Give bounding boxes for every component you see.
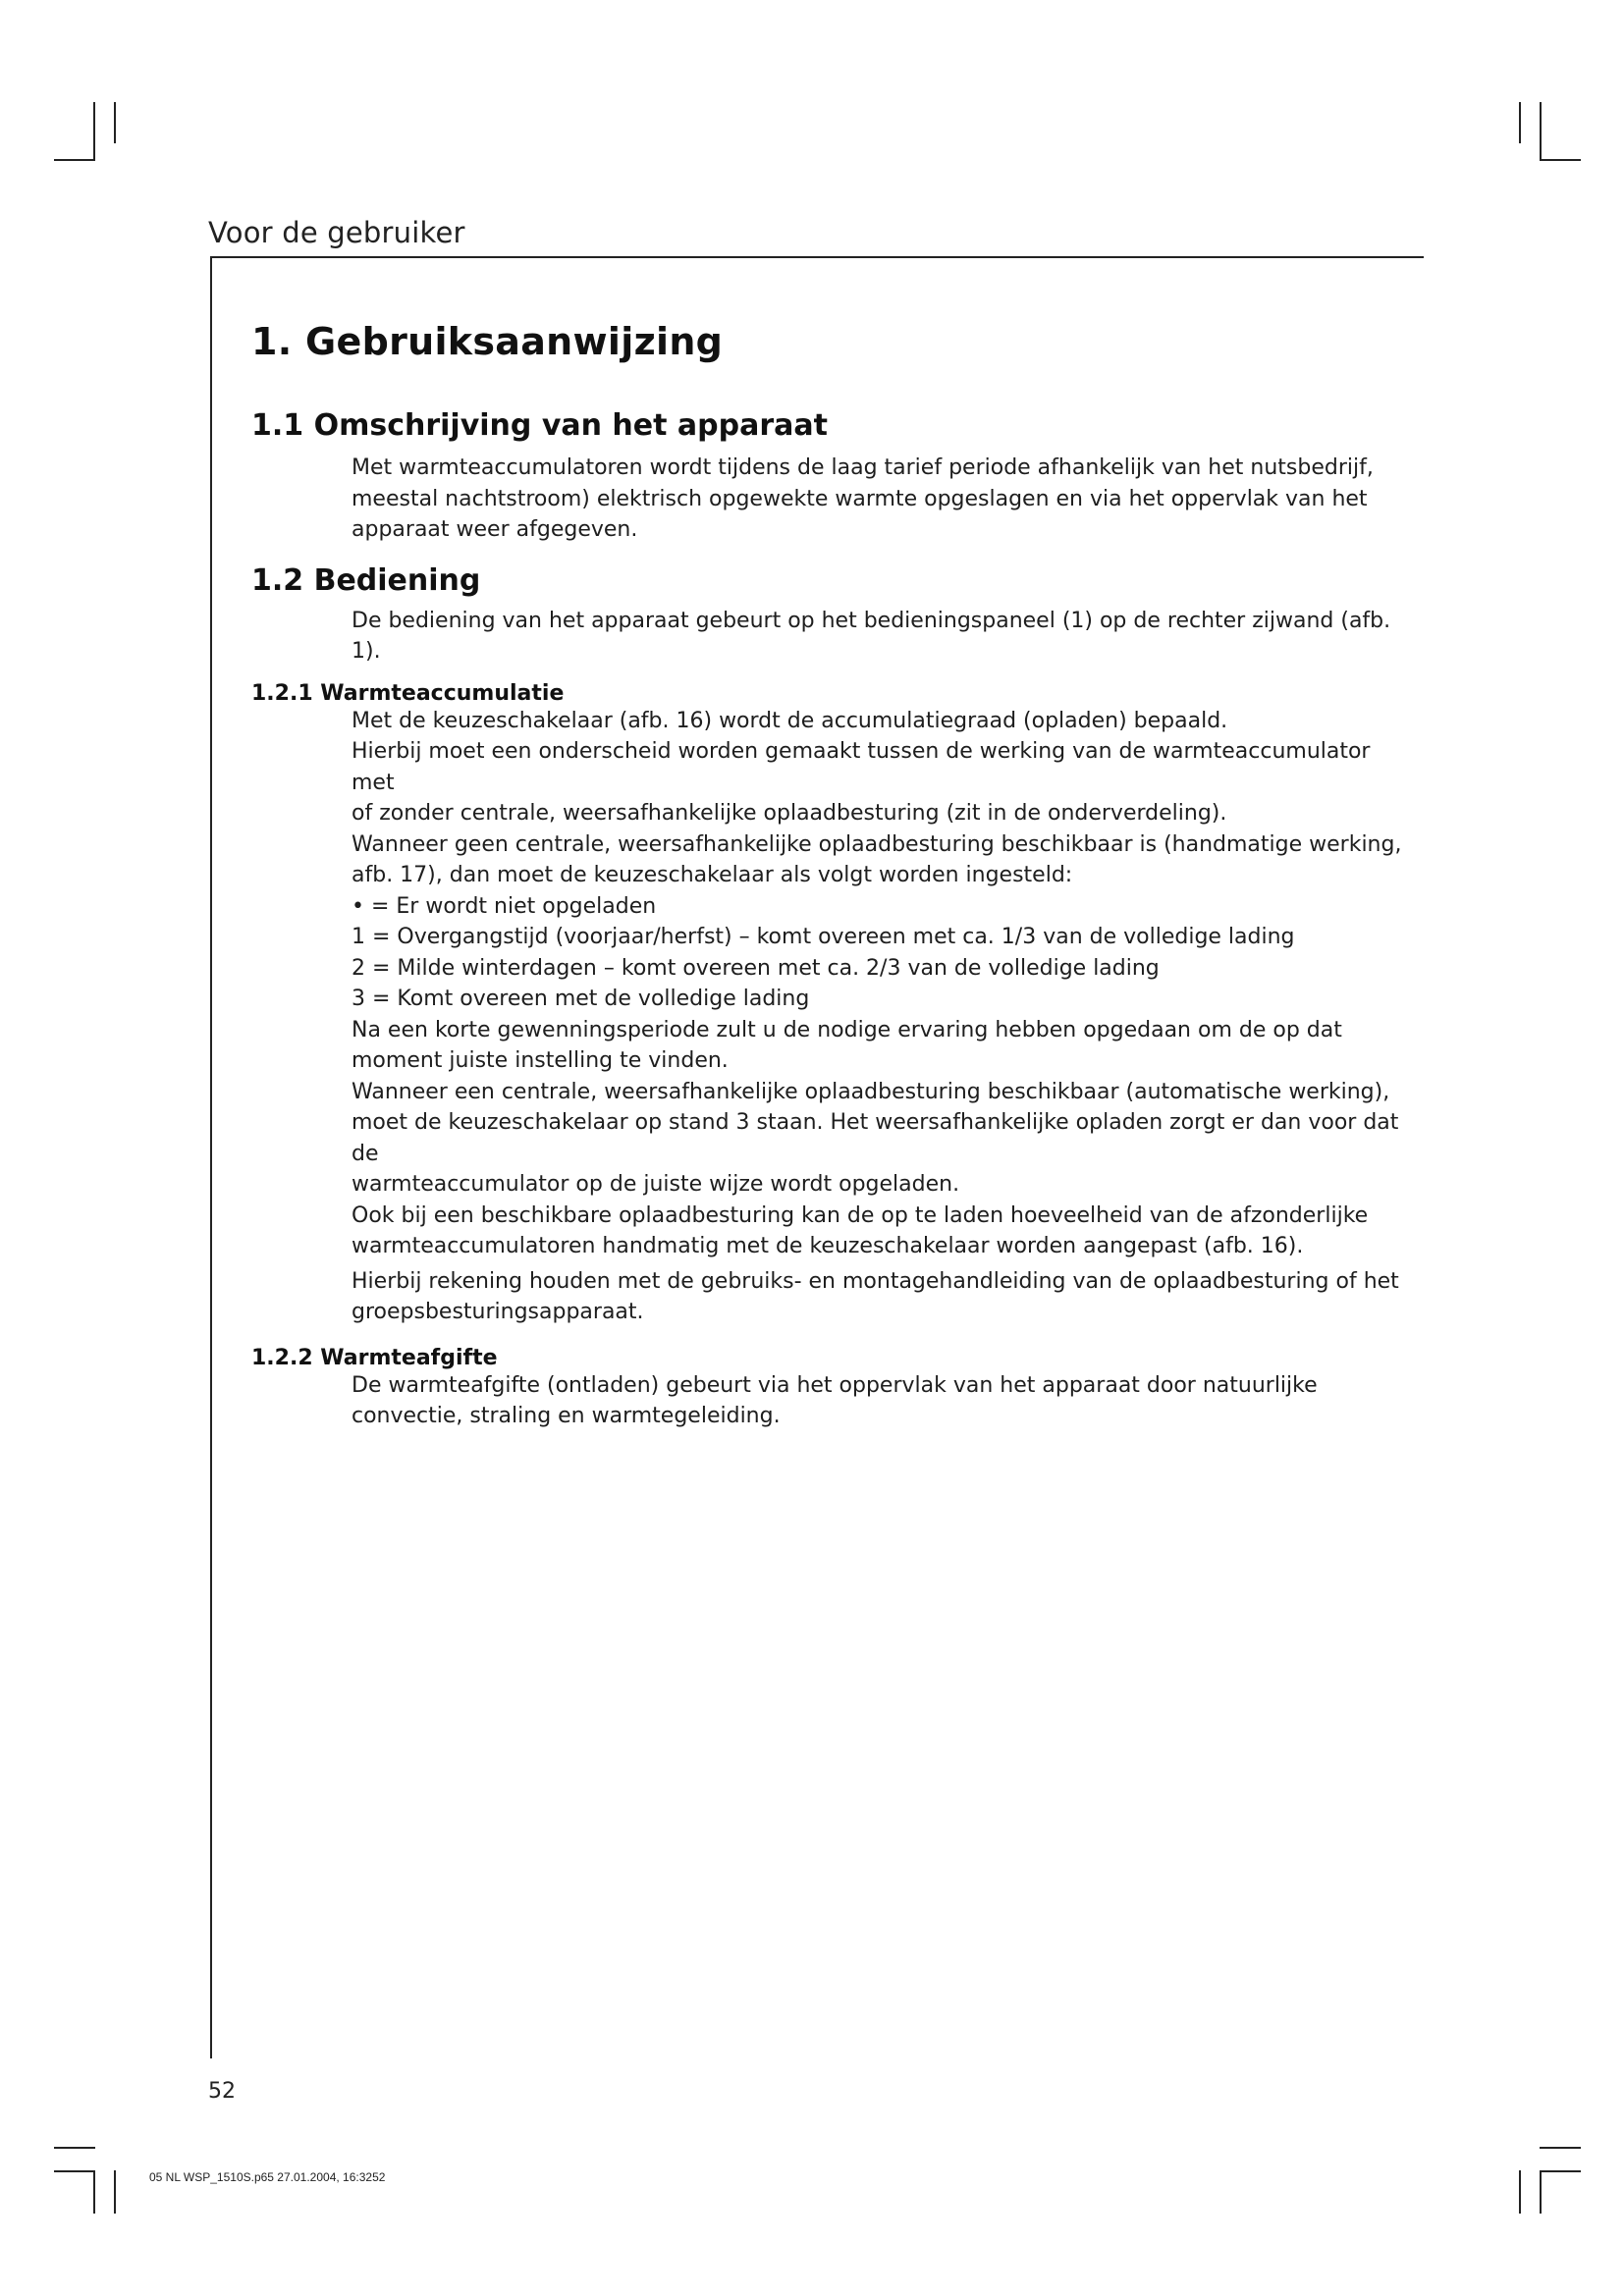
list-item: 3 = Komt overeen met de volledige lading	[352, 987, 810, 1011]
section-body-1-2	[352, 606, 1410, 667]
section-body-1-1	[352, 453, 1410, 546]
text-line: Met de keuzeschakelaar (afb. 16) wordt de accumulatiegraad (opladen) bepaald.	[352, 708, 1228, 733]
text-line: moment juiste instelling te vinden.	[352, 1048, 729, 1073]
list-item: 1 = Overgangstijd (voorjaar/herfst) – komt overeen met ca. 1/3 van de volledige lading	[352, 925, 1295, 949]
crop-mark	[1540, 102, 1542, 161]
text-line: De warmteafgifte (ontladen) gebeurt via het oppervlak van het apparaat door natuurlijke	[352, 1372, 1318, 1398]
crop-mark	[93, 102, 95, 161]
text-line: Wanneer een centrale, weersafhankelijke oplaadbesturing beschikbaar (automatische werking),	[352, 1079, 1390, 1104]
page-number: 52	[208, 2079, 236, 2104]
crop-mark	[1540, 2147, 1581, 2149]
header-rule	[210, 256, 1424, 258]
text-line: meestal nachtstroom) elektrisch opgewekte warmte opgeslagen en via het oppervlak van het	[352, 486, 1368, 511]
margin-rule	[210, 256, 212, 2058]
text-line: warmteaccumulator op de juiste wijze wordt opgeladen.	[352, 1172, 960, 1197]
list-item: • = Er wordt niet opgeladen	[352, 893, 657, 919]
list-item: 2 = Milde winterdagen – komt overeen met ca. 2/3 van de volledige lading	[352, 955, 1160, 981]
text-line: afb. 17), dan moet de keuzeschakelaar als volgt worden ingesteld:	[352, 863, 1073, 887]
crop-mark	[1519, 102, 1521, 143]
section-heading-1-1: 1.1 Omschrijving van het apparaat	[251, 408, 828, 443]
text-line: apparaat weer afgegeven.	[352, 517, 638, 542]
section-body-1-2-1	[352, 706, 1410, 1328]
text-line: Ook bij een beschikbare oplaadbesturing kan de op te laden hoeveelheid van de afzonderlijke	[352, 1202, 1369, 1228]
text-line: Met warmteaccumulatoren wordt tijdens de laag tarief periode afhankelijk van het nutsbedrijf,	[352, 455, 1374, 480]
text-line: convectie, straling en warmtegeleiding.	[352, 1404, 781, 1428]
chapter-title: 1. Gebruiksaanwijzing	[251, 320, 724, 363]
crop-mark	[54, 2147, 95, 2149]
crop-mark	[93, 2170, 95, 2214]
crop-mark	[1540, 159, 1581, 161]
crop-mark	[1540, 2170, 1542, 2214]
section-heading-1-2-1: 1.2.1 Warmteaccumulatie	[251, 680, 565, 706]
section-heading-1-2-2: 1.2.2 Warmteafgifte	[251, 1345, 498, 1370]
crop-mark	[1540, 2170, 1581, 2172]
page-content	[251, 320, 1410, 1432]
footer-slug: 05 NL WSP_1510S.p65 27.01.2004, 16:3252	[149, 2170, 386, 2184]
crop-mark	[114, 2170, 116, 2214]
text-line: Hierbij rekening houden met de gebruiks- en montagehandleiding van de oplaadbesturing of het	[352, 1268, 1399, 1294]
section-body-1-2-2	[352, 1370, 1410, 1432]
running-header: Voor de gebruiker	[208, 216, 465, 249]
text-line: De bediening van het apparaat gebeurt op het bedieningspaneel (1) op de rechter zijwand (afb. 1).	[352, 608, 1391, 664]
section-heading-1-2: 1.2 Bediening	[251, 562, 481, 598]
crop-mark	[54, 159, 93, 161]
text-line: of zonder centrale, weersafhankelijke oplaadbesturing (zit in de onderverdeling).	[352, 801, 1227, 826]
crop-mark	[54, 2170, 93, 2172]
text-line: moet de keuzeschakelaar op stand 3 staan. Het weersafhankelijke opladen zorgt er dan voor dat de	[352, 1110, 1399, 1166]
text-line: Hierbij moet een onderscheid worden gemaakt tussen de werking van de warmteaccumulator met	[352, 739, 1371, 795]
text-line: groepsbesturingsapparaat.	[352, 1300, 644, 1324]
crop-mark	[1519, 2170, 1521, 2214]
text-line: warmteaccumulatoren handmatig met de keuzeschakelaar worden aangepast (afb. 16).	[352, 1234, 1304, 1258]
text-line: Wanneer geen centrale, weersafhankelijke oplaadbesturing beschikbaar is (handmatige werking,	[352, 831, 1402, 857]
crop-mark	[114, 102, 116, 143]
text-line: Na een korte gewenningsperiode zult u de nodige ervaring hebben opgedaan om de op dat	[352, 1017, 1342, 1042]
